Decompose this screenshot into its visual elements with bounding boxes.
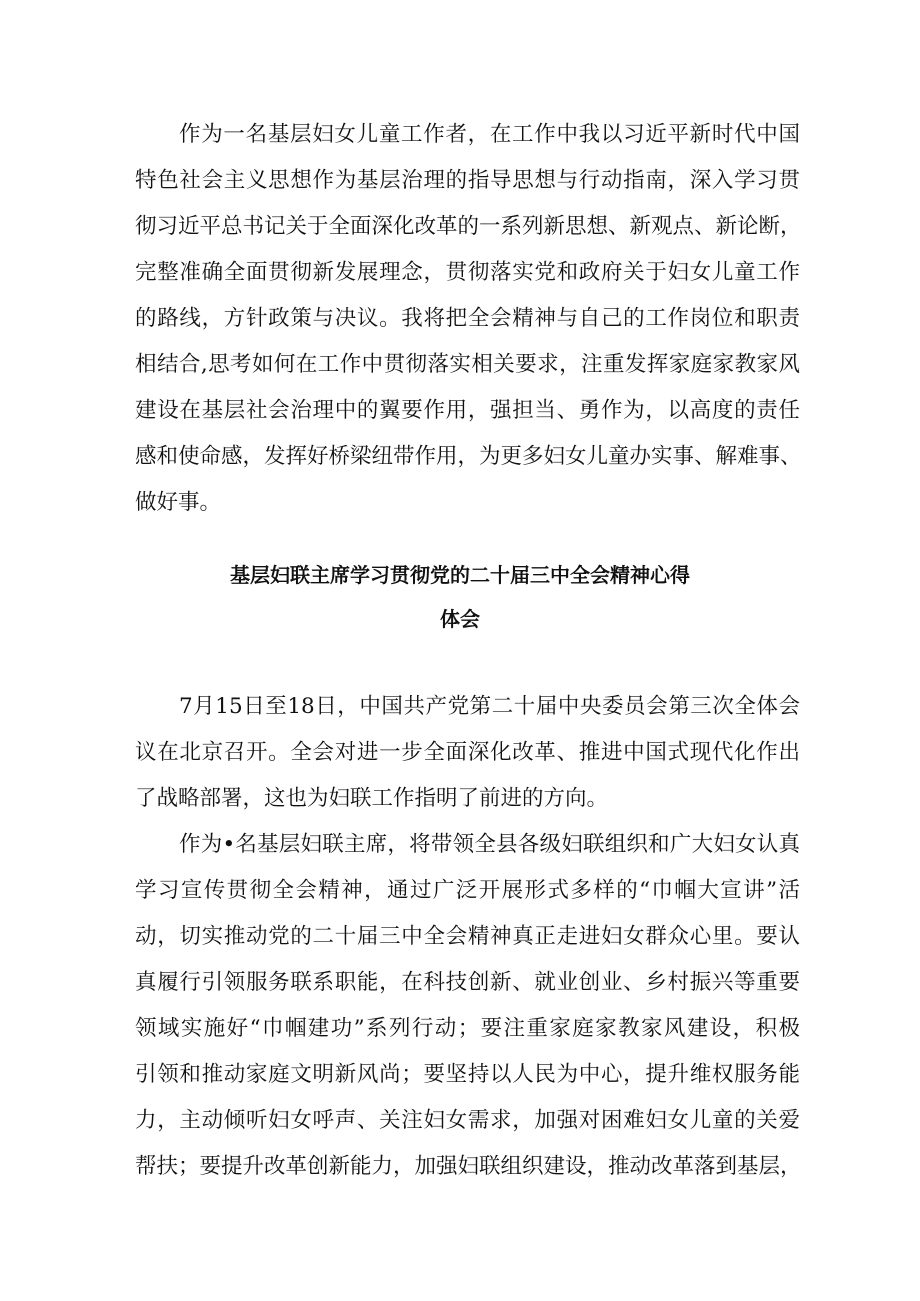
text-line: 作为•名基层妇联主席，将带领全县各级妇联组织和广大妇女认真: [179, 832, 800, 857]
text-line: 的路线，方针政策与决议。我将把全会精神与自己的工作岗位和职责: [135, 306, 800, 331]
article-title-continued: 体会: [440, 607, 480, 631]
text-line: 帮扶；要提升改革创新能力，加强妇联组织建设，推动改革落到基层，: [135, 1154, 802, 1179]
text-line: 领域实施好“巾帼建功”系列行动；要注重家庭家教家风建设，积极: [135, 1016, 800, 1041]
text-line: 真履行引领服务联系职能，在科技创新、就业创业、乡村振兴等重要: [135, 970, 800, 995]
text-line: 做好事。: [135, 490, 222, 515]
text-line: 动，切实推动党的二十届三中全会精神真正走进妇女群众心里。要认: [135, 924, 800, 949]
text-line: 感和使命感，发挥好桥梁纽带作用，为更多妇女儿童办实事、解难事、: [135, 444, 802, 469]
text-line: 了战略部署，这也为妇联工作指明了前进的方向。: [135, 786, 609, 811]
text-line: 相结合,思考如何在工作中贯彻落实相关要求，注重发挥家庭家教家风: [135, 352, 800, 377]
text-line: 彻习近平总书记关于全面深化改革的一系列新思想、新观点、新论断，: [135, 214, 802, 239]
text-line: 力，主动倾听妇女呼声、关注妇女需求，加强对困难妇女儿童的关爱: [135, 1108, 800, 1133]
text-line: 7月15日至18日，中国共产党第二十届中央委员会第三次全体会: [179, 694, 800, 719]
text-line: 建设在基层社会治理中的翼要作用，强担当、勇作为，以高度的责任: [135, 398, 800, 423]
text-line: 特色社会主义思想作为基层治理的指导思想与行动指南，深入学习贯: [135, 168, 800, 193]
text-line: 议在北京召开。全会对进一步全面深化改革、推进中国式现代化作出: [135, 740, 800, 765]
text-line: 完整准确全面贯彻新发展理念，贯彻落实党和政府关于妇女儿童工作: [135, 260, 800, 285]
text-line: 作为一名基层妇女儿童工作者，在工作中我以习近平新时代中国: [179, 122, 800, 147]
text-line: 学习宣传贯彻全会精神，通过广泛开展形式多样的“巾帼大宣讲”活: [135, 878, 800, 903]
text-line: 引领和推动家庭文明新风尚；要坚持以人民为中心，提升维权服务能: [135, 1062, 800, 1087]
article-title: 基层妇联主席学习贯彻党的二十届三中全会精神心得: [230, 563, 690, 587]
